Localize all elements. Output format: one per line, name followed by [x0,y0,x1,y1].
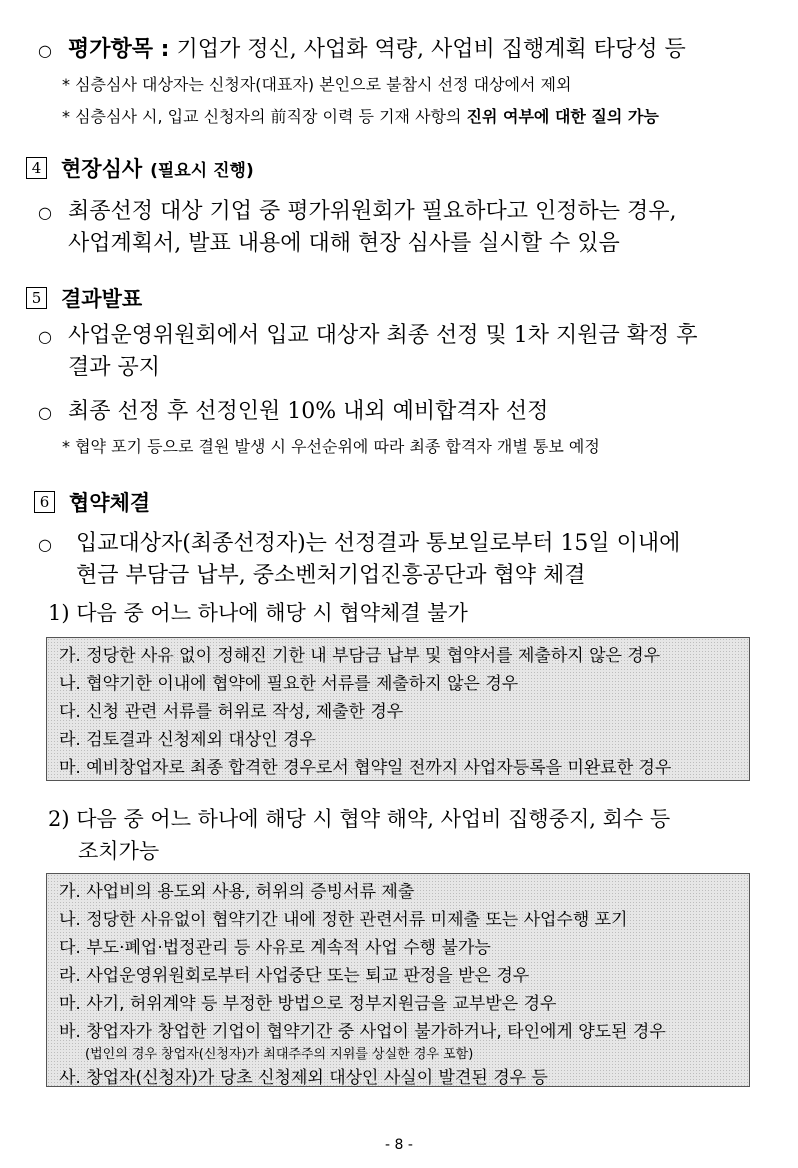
sub-1-title: 1) 다음 중 어느 하나에 해당 시 협약체결 불가 [48,601,468,625]
section-4-bullet-cont: 사업계획서, 발표 내용에 대해 현장 심사를 실시할 수 있음 [68,231,620,256]
section-5-bullet-1: ○ 사업운영위원회에서 입교 대상자 최종 선정 및 1차 지원금 확정 후 [38,320,698,353]
section-title: 현장심사 [61,157,143,181]
section-5-bullet-2: ○ 최종 선정 후 선정인원 10% 내외 예비합격자 선정 [38,396,548,429]
section-4-heading [26,153,254,183]
section-6-bullet: ○ 입교대상자(최종선정자)는 선정결과 통보일로부터 15일 이내에 [38,528,680,561]
bullet-icon: ○ [38,327,52,346]
sub-2-title: 2) 다음 중 어느 하나에 해당 시 협약 해약, 사업비 집행중지, 회수 등 [48,807,671,831]
note-waitlist: * 협약 포기 등으로 결원 발생 시 우선순위에 따라 최종 합격자 개별 통보 예정 [62,437,600,456]
sub-2-title-cont: 조치가능 [78,839,160,863]
bullet-icon: ○ [38,203,52,222]
box-item: 사. 창업자(신청자)가 당초 신청제외 대상인 사실이 발견된 경우 등 [59,1068,548,1088]
sub-2-box [46,873,750,1087]
box-item: 마. 사기, 허위계약 등 부정한 방법으로 정부지원금을 교부받은 경우 [59,994,557,1014]
section-title: 결과발표 [61,287,143,311]
note-interview-absence: * 심층심사 대상자는 신청자(대표자) 본인으로 불참시 선정 대상에서 제외 [62,75,572,94]
box-item: 나. 협약기한 이내에 협약에 필요한 서류를 제출하지 않은 경우 [59,674,519,694]
bullet-icon: ○ [38,403,52,422]
section-number-box: 5 [26,287,47,309]
section-6-heading [34,487,150,517]
note-bold-text: 진위 여부에 대한 질의 가능 [466,107,659,126]
evaluation-items [38,34,686,67]
page-number: - 8 - [385,1137,413,1153]
note-career-verification: * 심층심사 시, 입교 신청자의 前직장 이력 등 기재 사항의 진위 여부에 대한 질의 가능 [62,107,659,126]
box-item: 다. 신청 관련 서류를 허위로 작성, 제출한 경우 [59,702,404,722]
sub-1-box [46,637,750,781]
section-number-box: 4 [26,157,47,179]
evaluation-label: 평가항목 : [68,37,170,62]
box-item: 마. 예비창업자로 최종 합격한 경우로서 협약일 전까지 사업자등록을 미완료한 경우 [59,758,672,778]
box-item: 다. 부도·폐업·법정관리 등 사유로 계속적 사업 수행 불가능 [59,938,491,958]
box-item: 가. 정당한 사유 없이 정해진 기한 내 부담금 납부 및 협약서를 제출하지 않은 경우 [59,646,661,666]
section-subtitle: (필요시 진행) [150,160,254,181]
bullet-icon: ○ [38,41,52,60]
box-item: 라. 사업운영위원회로부터 사업중단 또는 퇴교 판정을 받은 경우 [59,966,530,986]
box-item: 나. 정당한 사유없이 협약기간 내에 정한 관련서류 미제출 또는 사업수행 포기 [59,910,628,930]
box-item: 가. 사업비의 용도외 사용, 허위의 증빙서류 제출 [59,882,415,902]
section-title: 협약체결 [69,491,151,515]
box-item: 바. 창업자가 창업한 기업이 협약기간 중 사업이 불가하거나, 타인에게 양도된 경우 [59,1022,666,1042]
bullet-icon: ○ [38,535,52,554]
section-number-box: 6 [34,491,55,513]
box-item-subnote: (법인의 경우 창업자(신청자)가 최대주주의 지위를 상실한 경우 포함) [85,1047,474,1062]
box-item: 라. 검토결과 신청제외 대상인 경우 [59,730,316,750]
section-5-heading [26,283,142,313]
section-4-bullet: ○ 최종선정 대상 기업 중 평가위원회가 필요하다고 인정하는 경우, [38,196,677,229]
section-5-bullet-1-cont: 결과 공지 [68,355,161,380]
section-6-bullet-cont: 현금 부담금 납부, 중소벤처기업진흥공단과 협약 체결 [76,563,586,588]
evaluation-text: 기업가 정신, 사업화 역량, 사업비 집행계획 타당성 등 [169,37,686,62]
